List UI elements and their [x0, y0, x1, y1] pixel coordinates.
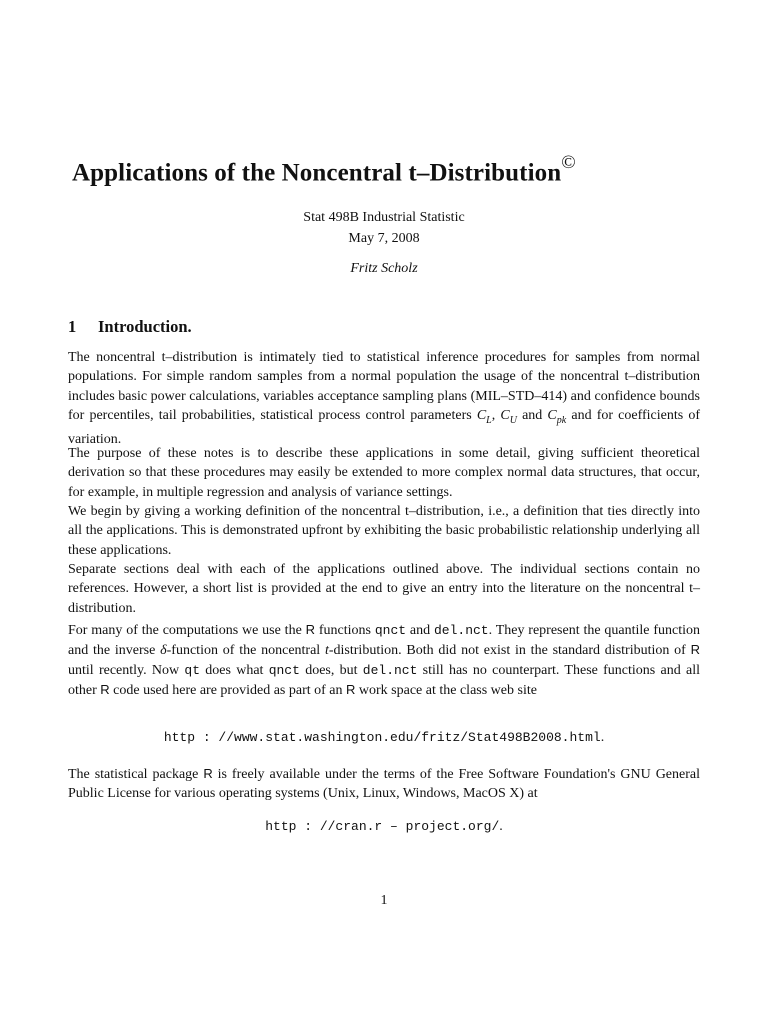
paragraph-5: For many of the computations we use the R functions qnct and del.nct. They represent the quantile function and the inverse δ-function of the noncentral t-distribution. Both did not exist in the standard distribution of R until recently. Now qt does what qnct does, but del.nct still has no counterpart. These functions and all other R code used here are provided as part of an R work space at the class web site [68, 622, 701, 699]
math-cu: $C_U$ [500, 408, 517, 427]
cran-url[interactable]: http : //cran.r – project.org/. [265, 819, 503, 834]
math-delta: δ [160, 643, 167, 659]
paper-title [72, 152, 712, 187]
math-t: t [324, 643, 329, 659]
code-del-nct: del.nct [433, 623, 489, 638]
code-qnct: qnct [268, 662, 300, 678]
title-text: Applications of the Noncentral t–Distribution [72, 159, 562, 187]
math-cpk: $C_{pk}$ [547, 408, 567, 427]
section-number: 1 [68, 317, 77, 336]
page-number: 1 [380, 893, 388, 908]
paragraph-1: The noncentral t–distribution is intimately tied to statistical inference procedures for samples from normal populations. For simple random samples from a normal population the usage of the noncentral t–distribution includes basic power calculations, variables acceptance sampling plans (MIL–STD–414) and confidence bounds for percentiles, tail probabilities, statistical process control parameters $C_L$, $C_U$ and $C_{pk}$ and for coefficients of variation. [68, 350, 700, 448]
paragraph-1-text: The noncentral t–distribution is intimately tied to statistical inference procedures for samples from normal populations. For simple random samples from a normal population the usage of the noncentral t–distribution includes basic power calculations, variables acceptance sampling plans (MIL–STD–414) and confidence bounds for percentiles, tail probabilities, statistical process control parameters [68, 350, 700, 424]
code-qnct: qnct [374, 623, 407, 638]
section-heading [68, 317, 192, 337]
section-title: Introduction. [98, 317, 192, 336]
r-name: R [203, 766, 213, 781]
author-name: Fritz Scholz [350, 261, 418, 276]
class-website-url[interactable]: http : //www.stat.washington.edu/fritz/Stat498B2008.html. [163, 730, 605, 745]
copyright-mark: © [561, 152, 576, 173]
paragraph-4: Separate sections deal with each of the applications outlined above. The individual sections contain no references. However, a short list is provided at the end to give an entry into the literature on the noncentral t–distribution. [68, 562, 700, 616]
course-name: Stat 498B Industrial Statistic [303, 210, 465, 225]
paragraph-2: The purpose of these notes is to describe these applications in some detail, giving sufficient theoretical derivation so that these procedures may easily be extended to more complex normal data structures, that occur, for example, in multiple regression and analysis of variance settings. [68, 446, 700, 500]
code-qt: qt [184, 662, 200, 678]
paragraph-3: We begin by giving a working definition of the noncentral t–distribution, i.e., a definition that ties directly into all the applications. This is demonstrated upfront by exhibiting the basic probabilistic relationship underlying all these applications. [68, 504, 700, 558]
paragraph-6: The statistical package R is freely available under the terms of the Free Software Foundation's GNU General Public License for various operating systems (Unix, Linux, Windows, MacOS X) at [68, 766, 701, 802]
r-name: R [690, 642, 700, 658]
r-name: R [305, 622, 316, 637]
math-cl: $C_L$ [476, 408, 492, 427]
paper-date: May 7, 2008 [348, 231, 420, 246]
r-name: R [346, 682, 356, 698]
r-name: R [100, 682, 110, 698]
code-del-nct: del.nct [362, 662, 418, 678]
